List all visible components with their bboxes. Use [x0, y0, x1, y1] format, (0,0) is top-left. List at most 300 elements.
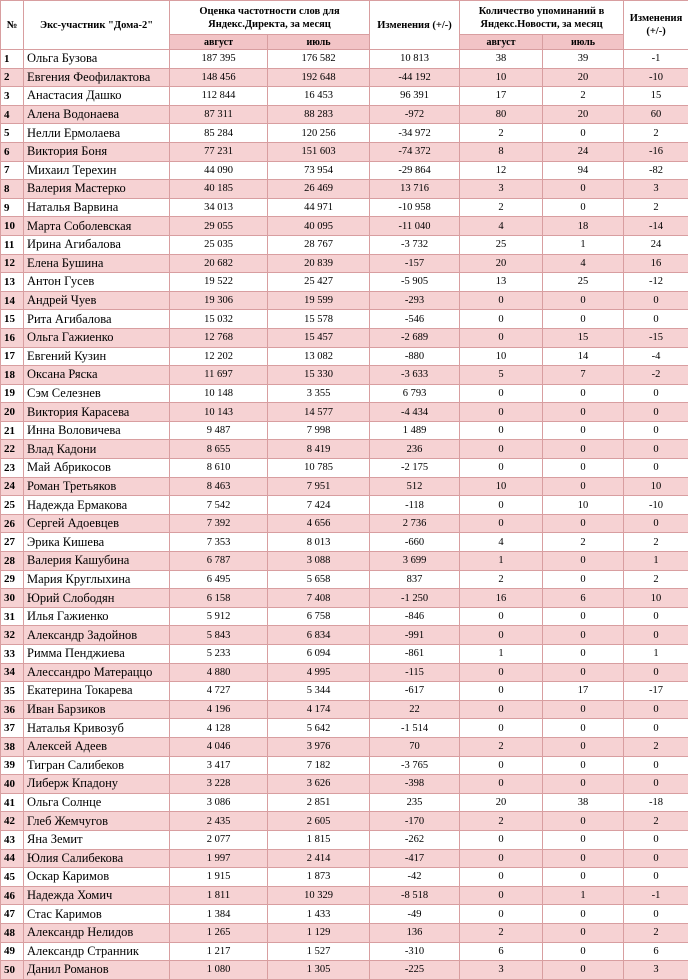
direct-change: -74 372 [370, 142, 460, 161]
direct-change: 6 793 [370, 384, 460, 403]
news-change: 0 [624, 663, 688, 682]
news-august: 17 [460, 87, 543, 106]
table-row [1, 514, 688, 533]
row-number: 21 [1, 421, 24, 440]
direct-august: 4 046 [170, 737, 268, 756]
news-august: 0 [460, 459, 543, 478]
news-august: 25 [460, 235, 543, 254]
direct-july: 7 424 [268, 496, 370, 515]
news-july: 14 [543, 347, 624, 366]
direct-july: 4 995 [268, 663, 370, 682]
row-number: 5 [1, 124, 24, 143]
row-number: 2 [1, 68, 24, 87]
table-row [1, 830, 688, 849]
news-august: 80 [460, 105, 543, 124]
news-july: 0 [543, 830, 624, 849]
direct-august: 1 915 [170, 868, 268, 887]
row-number: 28 [1, 552, 24, 571]
direct-change: -1 514 [370, 719, 460, 738]
direct-change: -3 732 [370, 235, 460, 254]
news-july: 7 [543, 366, 624, 385]
participant-name: Иван Барзиков [24, 700, 170, 719]
row-number: 16 [1, 328, 24, 347]
news-august: 2 [460, 923, 543, 942]
news-change: 2 [624, 923, 688, 942]
news-july: 4 [543, 254, 624, 273]
table-row [1, 942, 688, 961]
row-number: 8 [1, 180, 24, 199]
direct-july: 192 648 [268, 68, 370, 87]
participant-name: Михаил Терехин [24, 161, 170, 180]
direct-july: 7 998 [268, 421, 370, 440]
table-row [1, 682, 688, 701]
table-body [1, 50, 688, 980]
news-july: 0 [543, 477, 624, 496]
news-august: 16 [460, 589, 543, 608]
direct-august: 2 077 [170, 830, 268, 849]
news-august: 0 [460, 830, 543, 849]
row-number: 18 [1, 366, 24, 385]
news-august: 10 [460, 477, 543, 496]
participant-name: Юлия Салибекова [24, 849, 170, 868]
news-july: 0 [543, 514, 624, 533]
news-july: 0 [543, 849, 624, 868]
direct-change: 96 391 [370, 87, 460, 106]
table-row [1, 254, 688, 273]
direct-change: 22 [370, 700, 460, 719]
news-august: 6 [460, 942, 543, 961]
direct-august: 10 148 [170, 384, 268, 403]
direct-august: 9 487 [170, 421, 268, 440]
news-august: 0 [460, 607, 543, 626]
table-row [1, 291, 688, 310]
news-august: 0 [460, 328, 543, 347]
direct-change: -991 [370, 626, 460, 645]
table-row [1, 50, 688, 69]
table-row [1, 87, 688, 106]
news-august: 13 [460, 273, 543, 292]
row-number: 36 [1, 700, 24, 719]
row-number: 38 [1, 737, 24, 756]
news-july: 0 [543, 663, 624, 682]
direct-july: 2 851 [268, 793, 370, 812]
row-number: 25 [1, 496, 24, 515]
row-number: 20 [1, 403, 24, 422]
row-number: 31 [1, 607, 24, 626]
direct-august: 11 697 [170, 366, 268, 385]
news-july: 2 [543, 87, 624, 106]
direct-change: 236 [370, 440, 460, 459]
direct-august: 77 231 [170, 142, 268, 161]
direct-july: 3 626 [268, 775, 370, 794]
participant-name: Нелли Ермолаева [24, 124, 170, 143]
participant-name: Тигран Салибеков [24, 756, 170, 775]
news-change: 0 [624, 868, 688, 887]
direct-august: 5 912 [170, 607, 268, 626]
participant-name: Либерж Кпадону [24, 775, 170, 794]
participant-name: Алессандро Матераццо [24, 663, 170, 682]
direct-august: 85 284 [170, 124, 268, 143]
direct-august: 25 035 [170, 235, 268, 254]
news-july: 0 [543, 403, 624, 422]
participant-name: Надежда Ермакова [24, 496, 170, 515]
news-july: 38 [543, 793, 624, 812]
direct-august: 19 522 [170, 273, 268, 292]
news-august: 20 [460, 254, 543, 273]
direct-august: 29 055 [170, 217, 268, 236]
direct-august: 3 086 [170, 793, 268, 812]
news-change: -14 [624, 217, 688, 236]
participant-name: Май Абрикосов [24, 459, 170, 478]
row-number: 19 [1, 384, 24, 403]
row-number: 29 [1, 570, 24, 589]
news-change: -2 [624, 366, 688, 385]
direct-august: 8 463 [170, 477, 268, 496]
news-august: 0 [460, 663, 543, 682]
header-news-change: Изменения (+/-) [624, 1, 688, 50]
direct-change: -4 434 [370, 403, 460, 422]
table-row [1, 626, 688, 645]
participant-name: Надежда Хомич [24, 886, 170, 905]
row-number: 3 [1, 87, 24, 106]
header-news-mentions: Количество упоминаний в Яндекс.Новости, за месяц [460, 1, 624, 35]
row-number: 12 [1, 254, 24, 273]
news-july: 6 [543, 589, 624, 608]
direct-july: 10 785 [268, 459, 370, 478]
direct-july: 14 577 [268, 403, 370, 422]
direct-august: 1 384 [170, 905, 268, 924]
news-change: 2 [624, 533, 688, 552]
row-number: 46 [1, 886, 24, 905]
direct-july: 15 330 [268, 366, 370, 385]
direct-change: -10 958 [370, 198, 460, 217]
row-number: 34 [1, 663, 24, 682]
direct-july: 28 767 [268, 235, 370, 254]
direct-august: 148 456 [170, 68, 268, 87]
row-number: 50 [1, 961, 24, 980]
direct-july: 7 408 [268, 589, 370, 608]
row-number: 4 [1, 105, 24, 124]
news-july: 15 [543, 328, 624, 347]
table-row [1, 217, 688, 236]
news-august: 0 [460, 719, 543, 738]
news-change: -82 [624, 161, 688, 180]
news-change: 0 [624, 905, 688, 924]
direct-july: 6 758 [268, 607, 370, 626]
news-change: 0 [624, 849, 688, 868]
direct-july: 19 599 [268, 291, 370, 310]
news-august: 0 [460, 849, 543, 868]
direct-july: 7 182 [268, 756, 370, 775]
direct-july: 20 839 [268, 254, 370, 273]
table-row [1, 310, 688, 329]
header-news-july: июль [543, 35, 624, 50]
news-august: 2 [460, 737, 543, 756]
direct-august: 6 495 [170, 570, 268, 589]
news-change: 2 [624, 570, 688, 589]
direct-august: 3 417 [170, 756, 268, 775]
direct-july: 1 873 [268, 868, 370, 887]
row-number: 11 [1, 235, 24, 254]
news-change: 0 [624, 775, 688, 794]
row-number: 1 [1, 50, 24, 69]
row-number: 30 [1, 589, 24, 608]
direct-change: -417 [370, 849, 460, 868]
direct-august: 4 880 [170, 663, 268, 682]
news-july: 0 [543, 923, 624, 942]
news-july: 0 [543, 700, 624, 719]
news-change: 0 [624, 421, 688, 440]
news-change: -1 [624, 50, 688, 69]
row-number: 47 [1, 905, 24, 924]
news-july: 0 [543, 440, 624, 459]
table-row [1, 812, 688, 831]
direct-change: -8 518 [370, 886, 460, 905]
participant-name: Наталья Кривозуб [24, 719, 170, 738]
direct-august: 1 080 [170, 961, 268, 980]
participant-name: Данил Романов [24, 961, 170, 980]
participant-name: Оскар Каримов [24, 868, 170, 887]
news-change: 0 [624, 291, 688, 310]
news-july: 18 [543, 217, 624, 236]
participant-name: Сэм Селезнев [24, 384, 170, 403]
direct-july: 88 283 [268, 105, 370, 124]
direct-july: 15 457 [268, 328, 370, 347]
news-july: 0 [543, 942, 624, 961]
direct-july: 1 815 [268, 830, 370, 849]
row-number: 14 [1, 291, 24, 310]
news-august: 0 [460, 700, 543, 719]
news-change: -10 [624, 496, 688, 515]
news-august: 0 [460, 310, 543, 329]
news-july: 0 [543, 607, 624, 626]
direct-change: -660 [370, 533, 460, 552]
news-change: -1 [624, 886, 688, 905]
news-august: 0 [460, 756, 543, 775]
table-row [1, 142, 688, 161]
participant-name: Екатерина Токарева [24, 682, 170, 701]
news-august: 12 [460, 161, 543, 180]
participant-name: Стас Каримов [24, 905, 170, 924]
news-july: 0 [543, 459, 624, 478]
news-change: 3 [624, 961, 688, 980]
direct-change: 70 [370, 737, 460, 756]
direct-august: 2 435 [170, 812, 268, 831]
news-august: 0 [460, 440, 543, 459]
news-change: 0 [624, 756, 688, 775]
table-row [1, 905, 688, 924]
row-number: 41 [1, 793, 24, 812]
table-row [1, 700, 688, 719]
direct-august: 1 997 [170, 849, 268, 868]
row-number: 24 [1, 477, 24, 496]
table-row [1, 719, 688, 738]
news-change: 2 [624, 812, 688, 831]
direct-august: 5 233 [170, 645, 268, 664]
news-change: 0 [624, 384, 688, 403]
direct-august: 19 306 [170, 291, 268, 310]
participant-name: Александр Нелидов [24, 923, 170, 942]
participant-name: Виктория Карасева [24, 403, 170, 422]
row-number: 32 [1, 626, 24, 645]
participant-name: Евгения Феофилактова [24, 68, 170, 87]
news-july: 20 [543, 68, 624, 87]
direct-august: 3 228 [170, 775, 268, 794]
news-july: 0 [543, 626, 624, 645]
news-july: 0 [543, 310, 624, 329]
row-number: 10 [1, 217, 24, 236]
table-row [1, 198, 688, 217]
news-change: -15 [624, 328, 688, 347]
direct-july: 25 427 [268, 273, 370, 292]
header-direct-august: август [170, 35, 268, 50]
news-change: 1 [624, 552, 688, 571]
participant-name: Влад Кадони [24, 440, 170, 459]
participant-name: Ирина Агибалова [24, 235, 170, 254]
table-row [1, 421, 688, 440]
direct-change: -44 192 [370, 68, 460, 87]
table-row [1, 645, 688, 664]
news-change: -12 [624, 273, 688, 292]
news-change: 0 [624, 310, 688, 329]
direct-july: 26 469 [268, 180, 370, 199]
header-number: № [1, 1, 24, 50]
news-july: 0 [543, 737, 624, 756]
news-august: 0 [460, 868, 543, 887]
row-number: 13 [1, 273, 24, 292]
header-direct-change: Изменения (+/-) [370, 1, 460, 50]
direct-change: -29 864 [370, 161, 460, 180]
direct-august: 44 090 [170, 161, 268, 180]
direct-change: 136 [370, 923, 460, 942]
table-row [1, 384, 688, 403]
news-august: 8 [460, 142, 543, 161]
news-august: 2 [460, 198, 543, 217]
news-july: 0 [543, 570, 624, 589]
direct-august: 1 265 [170, 923, 268, 942]
news-august: 1 [460, 552, 543, 571]
direct-change: 3 699 [370, 552, 460, 571]
news-change: 15 [624, 87, 688, 106]
direct-change: -11 040 [370, 217, 460, 236]
participant-name: Ольга Гажиенко [24, 328, 170, 347]
news-change: 0 [624, 700, 688, 719]
direct-july: 5 344 [268, 682, 370, 701]
news-august: 4 [460, 533, 543, 552]
direct-change: 10 813 [370, 50, 460, 69]
direct-august: 20 682 [170, 254, 268, 273]
direct-july: 73 954 [268, 161, 370, 180]
table-row [1, 68, 688, 87]
direct-july: 8 013 [268, 533, 370, 552]
row-number: 44 [1, 849, 24, 868]
direct-july: 40 095 [268, 217, 370, 236]
news-change: 2 [624, 124, 688, 143]
direct-change: -157 [370, 254, 460, 273]
participant-name: Илья Гажиенко [24, 607, 170, 626]
participant-name: Валерия Кашубина [24, 552, 170, 571]
news-change: -16 [624, 142, 688, 161]
direct-july: 1 129 [268, 923, 370, 942]
news-july: 1 [543, 886, 624, 905]
direct-august: 15 032 [170, 310, 268, 329]
direct-change: -225 [370, 961, 460, 980]
direct-august: 10 143 [170, 403, 268, 422]
direct-change: -118 [370, 496, 460, 515]
news-july: 0 [543, 124, 624, 143]
direct-change: -49 [370, 905, 460, 924]
news-july: 0 [543, 961, 624, 980]
participant-name: Яна Земит [24, 830, 170, 849]
news-change: -18 [624, 793, 688, 812]
participant-name: Марта Соболевская [24, 217, 170, 236]
direct-change: 235 [370, 793, 460, 812]
news-july: 0 [543, 384, 624, 403]
news-change: 2 [624, 737, 688, 756]
row-number: 35 [1, 682, 24, 701]
news-august: 38 [460, 50, 543, 69]
participant-name: Мария Круглыхина [24, 570, 170, 589]
participant-name: Виктория Боня [24, 142, 170, 161]
news-july: 94 [543, 161, 624, 180]
direct-change: -1 250 [370, 589, 460, 608]
table-row [1, 756, 688, 775]
direct-change: 837 [370, 570, 460, 589]
row-number: 42 [1, 812, 24, 831]
direct-change: -115 [370, 663, 460, 682]
table-row [1, 793, 688, 812]
news-august: 3 [460, 180, 543, 199]
direct-july: 5 658 [268, 570, 370, 589]
participant-name: Эрика Кишева [24, 533, 170, 552]
direct-august: 6 158 [170, 589, 268, 608]
news-change: 16 [624, 254, 688, 273]
table-row [1, 570, 688, 589]
direct-change: -42 [370, 868, 460, 887]
news-august: 2 [460, 812, 543, 831]
row-number: 40 [1, 775, 24, 794]
table-header [1, 1, 688, 50]
news-july: 10 [543, 496, 624, 515]
news-july: 24 [543, 142, 624, 161]
participant-name: Глеб Жемчугов [24, 812, 170, 831]
participant-name: Наталья Варвина [24, 198, 170, 217]
table-row [1, 105, 688, 124]
direct-change: -972 [370, 105, 460, 124]
direct-july: 7 951 [268, 477, 370, 496]
news-july: 39 [543, 50, 624, 69]
table-row [1, 961, 688, 980]
direct-change: -310 [370, 942, 460, 961]
news-change: -4 [624, 347, 688, 366]
news-change: 0 [624, 459, 688, 478]
direct-august: 7 392 [170, 514, 268, 533]
participant-name: Александр Задойнов [24, 626, 170, 645]
table-row [1, 235, 688, 254]
news-july: 0 [543, 719, 624, 738]
news-july: 2 [543, 533, 624, 552]
participant-name: Ольга Бузова [24, 50, 170, 69]
table-row [1, 849, 688, 868]
direct-july: 176 582 [268, 50, 370, 69]
participant-name: Роман Третьяков [24, 477, 170, 496]
news-august: 0 [460, 496, 543, 515]
news-august: 1 [460, 645, 543, 664]
news-august: 20 [460, 793, 543, 812]
participant-name: Рита Агибалова [24, 310, 170, 329]
news-change: 60 [624, 105, 688, 124]
table-row [1, 775, 688, 794]
